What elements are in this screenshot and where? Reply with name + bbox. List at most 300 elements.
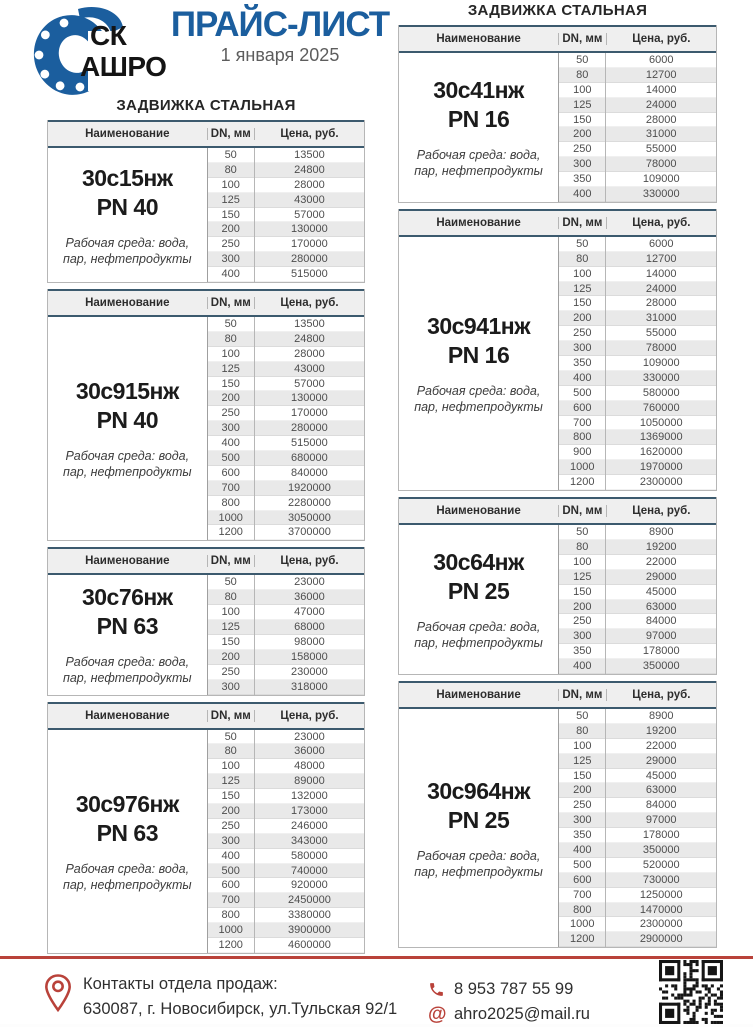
col-header-dn: DN, мм: [559, 33, 607, 45]
price-value: 55000: [645, 143, 677, 156]
price-row: [208, 665, 364, 680]
dn-value: 400: [559, 843, 606, 858]
price-row: [208, 391, 364, 406]
price-row: [559, 356, 716, 371]
col-header-price: Цена, руб.: [632, 688, 691, 701]
price-value: 28000: [294, 347, 325, 360]
dn-value: 200: [208, 804, 255, 819]
price-row: [559, 903, 716, 918]
price-row: [208, 377, 364, 392]
price-row: [208, 834, 364, 849]
col-header-dn: DN, мм: [559, 689, 607, 701]
dn-value: 125: [208, 193, 255, 208]
price-row: [208, 635, 364, 650]
table-header-row: [399, 681, 716, 709]
price-row: [208, 575, 364, 590]
price-row: [559, 783, 716, 798]
price-row: [559, 614, 716, 629]
dn-value: 150: [208, 377, 255, 392]
dn-value: 700: [208, 893, 255, 908]
dn-value: 800: [559, 903, 606, 918]
product-table-30s64nzh: [398, 497, 717, 675]
price-value: 3900000: [287, 924, 331, 937]
price-row: [208, 511, 364, 526]
dn-value: 125: [559, 282, 606, 297]
col-header-name: Наименование: [399, 33, 559, 45]
dn-value: 150: [559, 769, 606, 784]
price-value: 22000: [645, 555, 677, 568]
price-value: 3380000: [287, 909, 331, 922]
price-row: [208, 744, 364, 759]
dn-value: 1000: [208, 511, 255, 526]
price-row: [559, 371, 716, 386]
dn-value: 125: [559, 98, 606, 113]
price-row: [559, 326, 716, 341]
dn-value: 400: [208, 849, 255, 864]
product-pn: PN 25: [447, 578, 510, 604]
product-model: 30с964нж: [427, 777, 531, 804]
dn-value: 50: [559, 525, 606, 540]
price-value: 132000: [291, 790, 328, 803]
price-value: 97000: [645, 630, 677, 643]
col-header-dn: DN, мм: [208, 128, 255, 140]
product-info: [48, 148, 208, 282]
price-value: 2300000: [639, 918, 683, 931]
price-row: [559, 172, 716, 187]
price-row: [208, 730, 364, 745]
price-row: [208, 650, 364, 665]
dn-value: 50: [559, 53, 606, 68]
price-row: [208, 193, 364, 208]
price-row: [208, 208, 364, 223]
product-media: Рабочая среда: вода, пар, нефтепродукты: [414, 848, 543, 879]
product-model: 30с64нж: [433, 549, 524, 575]
price-row: [559, 475, 716, 490]
price-row: [559, 113, 716, 128]
dn-value: 250: [208, 665, 255, 680]
col-header-price: Цена, руб.: [632, 216, 691, 229]
product-model: 30с976нж: [75, 790, 179, 817]
price-value: 130000: [291, 392, 328, 405]
price-value: 19200: [645, 724, 677, 737]
dn-value: 900: [559, 445, 606, 460]
dn-value: 100: [208, 178, 255, 193]
dn-value: 80: [208, 332, 255, 347]
dn-value: 150: [208, 208, 255, 223]
product-model: 30с915нж: [75, 378, 179, 405]
price-value: 350000: [642, 843, 680, 856]
price-value: 330000: [642, 188, 680, 201]
price-row: [208, 789, 364, 804]
product-model: 30с76нж: [81, 584, 173, 611]
dn-value: 1200: [559, 932, 606, 947]
price-value: 78000: [645, 158, 677, 171]
price-row: [559, 555, 716, 570]
dn-value: 50: [559, 237, 606, 252]
product-pn: PN 63: [96, 819, 158, 846]
dn-value: 1200: [559, 475, 606, 490]
price-row: [208, 163, 364, 178]
dn-value: 500: [559, 386, 606, 401]
product-table-30s964nzh: [398, 681, 717, 948]
price-row: [208, 237, 364, 252]
price-row: [559, 570, 716, 585]
price-row: [559, 917, 716, 932]
dn-value: 600: [208, 878, 255, 893]
price-value: 178000: [642, 829, 680, 842]
dn-value: 80: [559, 252, 606, 267]
table-header-row: [48, 547, 364, 575]
price-value: 55000: [645, 327, 677, 340]
price-value: 63000: [645, 600, 677, 613]
price-row: [208, 267, 364, 282]
footer-phone-email: [428, 977, 590, 1027]
logo-line2: АШРО: [80, 51, 167, 82]
price-value: 24800: [294, 163, 325, 176]
price-value: 89000: [294, 775, 325, 788]
price-value: 43000: [294, 362, 325, 375]
price-value: 246000: [291, 819, 328, 832]
price-row: [559, 525, 716, 540]
col-header-price: Цена, руб.: [632, 505, 691, 518]
dn-value: 350: [559, 828, 606, 843]
price-value: 130000: [291, 223, 328, 236]
dn-value: 100: [559, 555, 606, 570]
price-row: [559, 68, 716, 83]
dn-value: 125: [559, 754, 606, 769]
price-value: 12700: [645, 252, 677, 265]
dn-value: 150: [559, 296, 606, 311]
price-row: [559, 585, 716, 600]
price-row: [208, 466, 364, 481]
price-value: 4600000: [287, 938, 331, 951]
price-row: [559, 873, 716, 888]
price-value: 3050000: [287, 511, 331, 524]
price-row: [208, 590, 364, 605]
right-column: [398, 2, 717, 954]
price-row: [559, 83, 716, 98]
price-row: [559, 53, 716, 68]
dn-value: 600: [559, 873, 606, 888]
price-value: 31000: [645, 128, 677, 141]
dn-value: 50: [559, 709, 606, 724]
dn-value: 200: [559, 783, 606, 798]
product-table-30s76nzh: [47, 547, 365, 695]
product-media: Рабочая среда: вода, пар, нефтепродукты: [414, 383, 543, 414]
dn-value: 150: [208, 789, 255, 804]
price-value: 2280000: [287, 496, 331, 509]
price-value: 1620000: [639, 446, 683, 459]
dn-value: 200: [208, 650, 255, 665]
price-row: [208, 332, 364, 347]
dn-value: 350: [559, 644, 606, 659]
price-value: 520000: [642, 858, 680, 871]
price-value: 22000: [645, 739, 677, 752]
price-value: 14000: [645, 267, 677, 280]
price-value: 14000: [645, 83, 677, 96]
dn-value: 300: [559, 813, 606, 828]
product-model: 30с41нж: [433, 76, 524, 103]
price-row: [559, 341, 716, 356]
product-media: Рабочая среда: вода, пар, нефтепродукты: [414, 620, 543, 650]
price-value: 13500: [294, 149, 325, 161]
col-header-dn: DN, мм: [208, 710, 255, 722]
dn-value: 200: [559, 127, 606, 142]
price-row: [559, 386, 716, 401]
price-row: [208, 620, 364, 635]
col-header-name: Наименование: [48, 555, 208, 567]
price-value: 1970000: [639, 461, 683, 474]
dn-value: 300: [208, 680, 255, 695]
dn-value: 300: [208, 421, 255, 436]
price-rows: [208, 575, 364, 694]
dn-value: 500: [559, 858, 606, 873]
dn-value: 150: [208, 635, 255, 650]
price-row: [559, 98, 716, 113]
page-title: ПРАЙС-ЛИСТ: [170, 5, 390, 44]
product-model: 30с15нж: [81, 164, 173, 191]
dn-value: 50: [208, 317, 255, 332]
price-value: 170000: [291, 238, 328, 251]
dn-value: 300: [559, 341, 606, 356]
dn-value: 50: [208, 730, 255, 745]
dn-value: 700: [208, 481, 255, 496]
price-row: [208, 923, 364, 938]
dn-value: 700: [559, 888, 606, 903]
product-table-30s976nzh: [47, 702, 365, 954]
price-rows: [559, 709, 716, 947]
price-value: 680000: [291, 452, 328, 465]
dn-value: 500: [208, 864, 255, 879]
col-header-name: Наименование: [48, 710, 208, 722]
price-value: 23000: [294, 576, 325, 589]
dn-value: 1200: [208, 938, 255, 953]
price-row: [208, 680, 364, 695]
dn-value: 125: [208, 774, 255, 789]
price-value: 29000: [645, 754, 677, 767]
phone-icon: [428, 981, 445, 998]
price-value: 45000: [645, 585, 677, 598]
price-value: 3700000: [287, 526, 331, 539]
price-row: [559, 813, 716, 828]
price-rows: [559, 525, 716, 674]
product-pn: PN 25: [447, 806, 510, 833]
price-value: 36000: [294, 591, 325, 604]
table-header-row: [48, 702, 364, 730]
dn-value: 200: [208, 222, 255, 237]
price-row: [208, 878, 364, 893]
dn-value: 300: [208, 834, 255, 849]
dn-value: 1200: [208, 525, 255, 540]
price-value: 318000: [291, 680, 328, 693]
price-value: 47000: [294, 606, 325, 619]
product-media: Рабочая среда: вода, пар, нефтепродукты: [62, 235, 192, 266]
table-header-row: [48, 120, 364, 148]
price-row: [559, 460, 716, 475]
price-value: 29000: [645, 570, 677, 583]
price-value: 98000: [294, 635, 325, 648]
price-row: [208, 436, 364, 451]
price-value: 24800: [294, 332, 325, 345]
price-row: [559, 769, 716, 784]
price-row: [559, 445, 716, 460]
price-value: 158000: [291, 650, 328, 663]
contacts-address: 630087, г. Новосибирск, ул.Тульская 92/1: [83, 1000, 398, 1018]
price-row: [559, 237, 716, 252]
col-header-name: Наименование: [399, 217, 559, 229]
dn-value: 150: [559, 585, 606, 600]
price-value: 170000: [291, 407, 328, 420]
product-media: Рабочая среда: вода, пар, нефтепродукты: [414, 147, 543, 178]
price-value: 760000: [642, 401, 680, 414]
logo-text: [80, 20, 166, 82]
price-value: 109000: [642, 173, 680, 186]
price-rows: [559, 53, 716, 202]
product-pn: PN 16: [447, 105, 510, 132]
dn-value: 250: [559, 142, 606, 157]
price-value: 24000: [645, 98, 677, 111]
footer-contacts: [44, 972, 397, 1022]
dn-value: 600: [559, 401, 606, 416]
col-header-name: Наименование: [48, 297, 208, 309]
dn-value: 250: [208, 819, 255, 834]
price-row: [208, 148, 364, 163]
price-value: 740000: [291, 864, 328, 877]
dn-value: 1000: [208, 923, 255, 938]
price-row: [559, 127, 716, 142]
dn-value: 80: [559, 724, 606, 739]
price-row: [559, 932, 716, 947]
dn-value: 250: [208, 406, 255, 421]
product-table-30s941nzh: [398, 209, 717, 491]
col-header-price: Цена, руб.: [280, 297, 339, 310]
price-value: 28000: [645, 297, 677, 310]
price-rows: [208, 148, 364, 282]
price-row: [559, 629, 716, 644]
col-header-dn: DN, мм: [208, 297, 255, 309]
qr-code: [659, 960, 723, 1024]
dn-value: 200: [208, 391, 255, 406]
price-value: 173000: [291, 804, 328, 817]
dn-value: 80: [559, 68, 606, 83]
left-column: [47, 97, 365, 960]
price-row: [208, 252, 364, 267]
dn-value: 800: [559, 430, 606, 445]
price-value: 28000: [645, 113, 677, 126]
price-value: 57000: [294, 208, 325, 221]
price-row: [559, 644, 716, 659]
price-row: [559, 187, 716, 202]
price-value: 68000: [294, 621, 325, 634]
dn-value: 80: [208, 744, 255, 759]
dn-value: 150: [559, 113, 606, 128]
price-value: 8900: [648, 709, 674, 722]
dn-value: 200: [559, 311, 606, 326]
price-row: [559, 843, 716, 858]
price-value: 78000: [645, 342, 677, 355]
price-row: [208, 406, 364, 421]
price-row: [208, 849, 364, 864]
price-row: [559, 659, 716, 674]
dn-value: 1000: [559, 917, 606, 932]
dn-value: 350: [559, 172, 606, 187]
price-value: 63000: [645, 784, 677, 797]
col-header-name: Наименование: [399, 689, 559, 701]
col-header-dn: DN, мм: [208, 555, 255, 567]
location-pin-icon: [44, 972, 72, 1014]
price-value: 1920000: [287, 481, 331, 494]
product-table-30s41nzh: [398, 25, 717, 203]
col-header-price: Цена, руб.: [280, 128, 339, 140]
price-row: [208, 347, 364, 362]
dn-value: 400: [208, 436, 255, 451]
price-rows: [208, 317, 364, 540]
price-value: 84000: [645, 615, 677, 628]
dn-value: 80: [208, 590, 255, 605]
col-header-name: Наименование: [399, 505, 559, 517]
table-header-row: [48, 289, 364, 317]
dn-value: 400: [208, 267, 255, 282]
table-header-row: [399, 497, 716, 525]
price-value: 515000: [291, 437, 328, 450]
price-value: 84000: [645, 799, 677, 812]
col-header-name: Наименование: [48, 128, 208, 140]
price-row: [559, 416, 716, 431]
price-value: 840000: [291, 466, 328, 479]
price-row: [559, 282, 716, 297]
price-value: 343000: [291, 834, 328, 847]
price-row: [208, 481, 364, 496]
footer-divider: [0, 956, 753, 959]
price-row: [208, 222, 364, 237]
price-row: [208, 938, 364, 953]
price-value: 280000: [291, 253, 328, 266]
price-value: 6000: [648, 54, 674, 66]
dn-value: 50: [208, 148, 255, 163]
price-row: [559, 739, 716, 754]
dn-value: 80: [559, 540, 606, 555]
price-value: 31000: [645, 312, 677, 325]
product-pn: PN 40: [96, 193, 158, 220]
price-row: [208, 451, 364, 466]
price-value: 2900000: [639, 933, 683, 946]
dn-value: 800: [208, 908, 255, 923]
contacts-label: Контакты отдела продаж:: [83, 975, 278, 993]
page-subtitle: 1 января 2025: [220, 45, 340, 65]
price-value: 178000: [642, 645, 680, 658]
price-value: 1470000: [639, 903, 683, 916]
col-header-price: Цена, руб.: [280, 555, 339, 568]
price-row: [208, 759, 364, 774]
dn-value: 100: [208, 347, 255, 362]
price-value: 920000: [291, 879, 328, 892]
price-row: [208, 908, 364, 923]
price-row: [208, 774, 364, 789]
product-info: [399, 525, 559, 674]
price-value: 24000: [645, 282, 677, 295]
section-heading-left: ЗАДВИЖКА СТАЛЬНАЯ: [116, 97, 296, 114]
dn-value: 400: [559, 659, 606, 674]
price-row: [559, 311, 716, 326]
dn-value: 600: [208, 466, 255, 481]
price-row: [559, 709, 716, 724]
price-value: 1369000: [639, 431, 683, 444]
price-value: 28000: [294, 178, 325, 191]
price-row: [559, 142, 716, 157]
price-value: 19200: [645, 540, 677, 553]
price-value: 6000: [648, 237, 674, 250]
product-media: Рабочая среда: вода, пар, нефтепродукты: [62, 449, 192, 480]
